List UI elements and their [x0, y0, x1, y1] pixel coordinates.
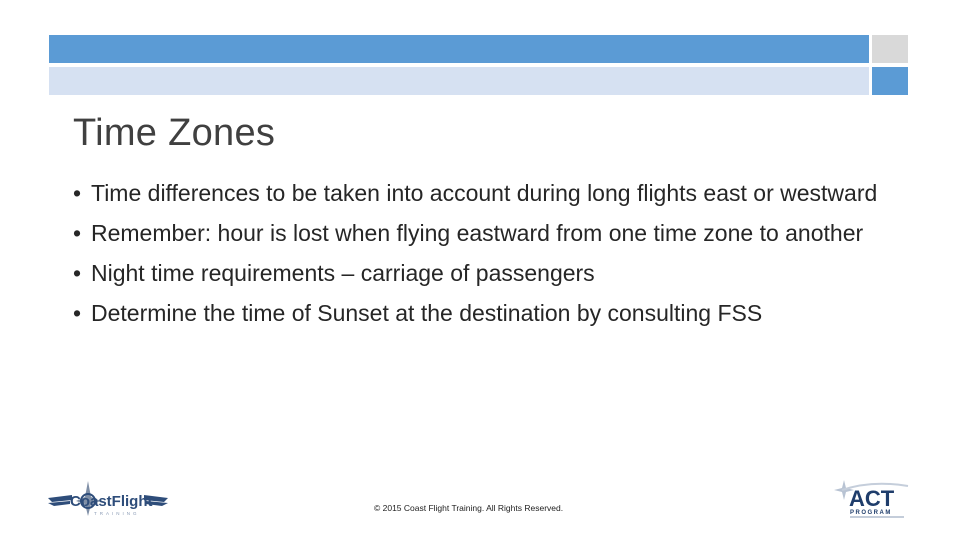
- bullet-item: • Night time requirements – carriage of passengers: [73, 260, 595, 286]
- header-bar-top-end: [872, 35, 908, 63]
- bullet-text: Time differences to be taken into account during long flights east or westward: [91, 180, 878, 206]
- svg-text:ACT: ACT: [849, 486, 895, 511]
- bullet-list: [73, 178, 893, 338]
- bullet-text: Remember: hour is lost when flying eastward from one time zone to another: [91, 220, 864, 246]
- svg-text:CoastFlight: CoastFlight: [70, 493, 153, 510]
- bullet-text: Determine the time of Sunset at the destination by consulting FSS: [91, 300, 763, 326]
- bullet-item: • Remember: hour is lost when flying eastward from one time zone to another: [73, 220, 864, 246]
- bullet-text: Night time requirements – carriage of passengers: [91, 260, 595, 286]
- header-bar-top: [49, 35, 869, 63]
- coastflight-logo: [46, 478, 170, 523]
- header-bar-bottom: [49, 67, 869, 95]
- copyright-text: © 2015 Coast Flight Training. All Rights Reserved.: [374, 503, 564, 513]
- svg-text:TRAINING: TRAINING: [94, 511, 140, 516]
- bullet-item: • Determine the time of Sunset at the destination by consulting FSS: [73, 300, 763, 326]
- slide-title: Time Zones: [73, 112, 276, 154]
- bullet-item: • Time differences to be taken into account during long flights east or westward: [73, 180, 878, 206]
- header-bar-bottom-end: [872, 67, 908, 95]
- act-program-logo: [832, 478, 912, 525]
- svg-text:PROGRAM: PROGRAM: [850, 510, 892, 516]
